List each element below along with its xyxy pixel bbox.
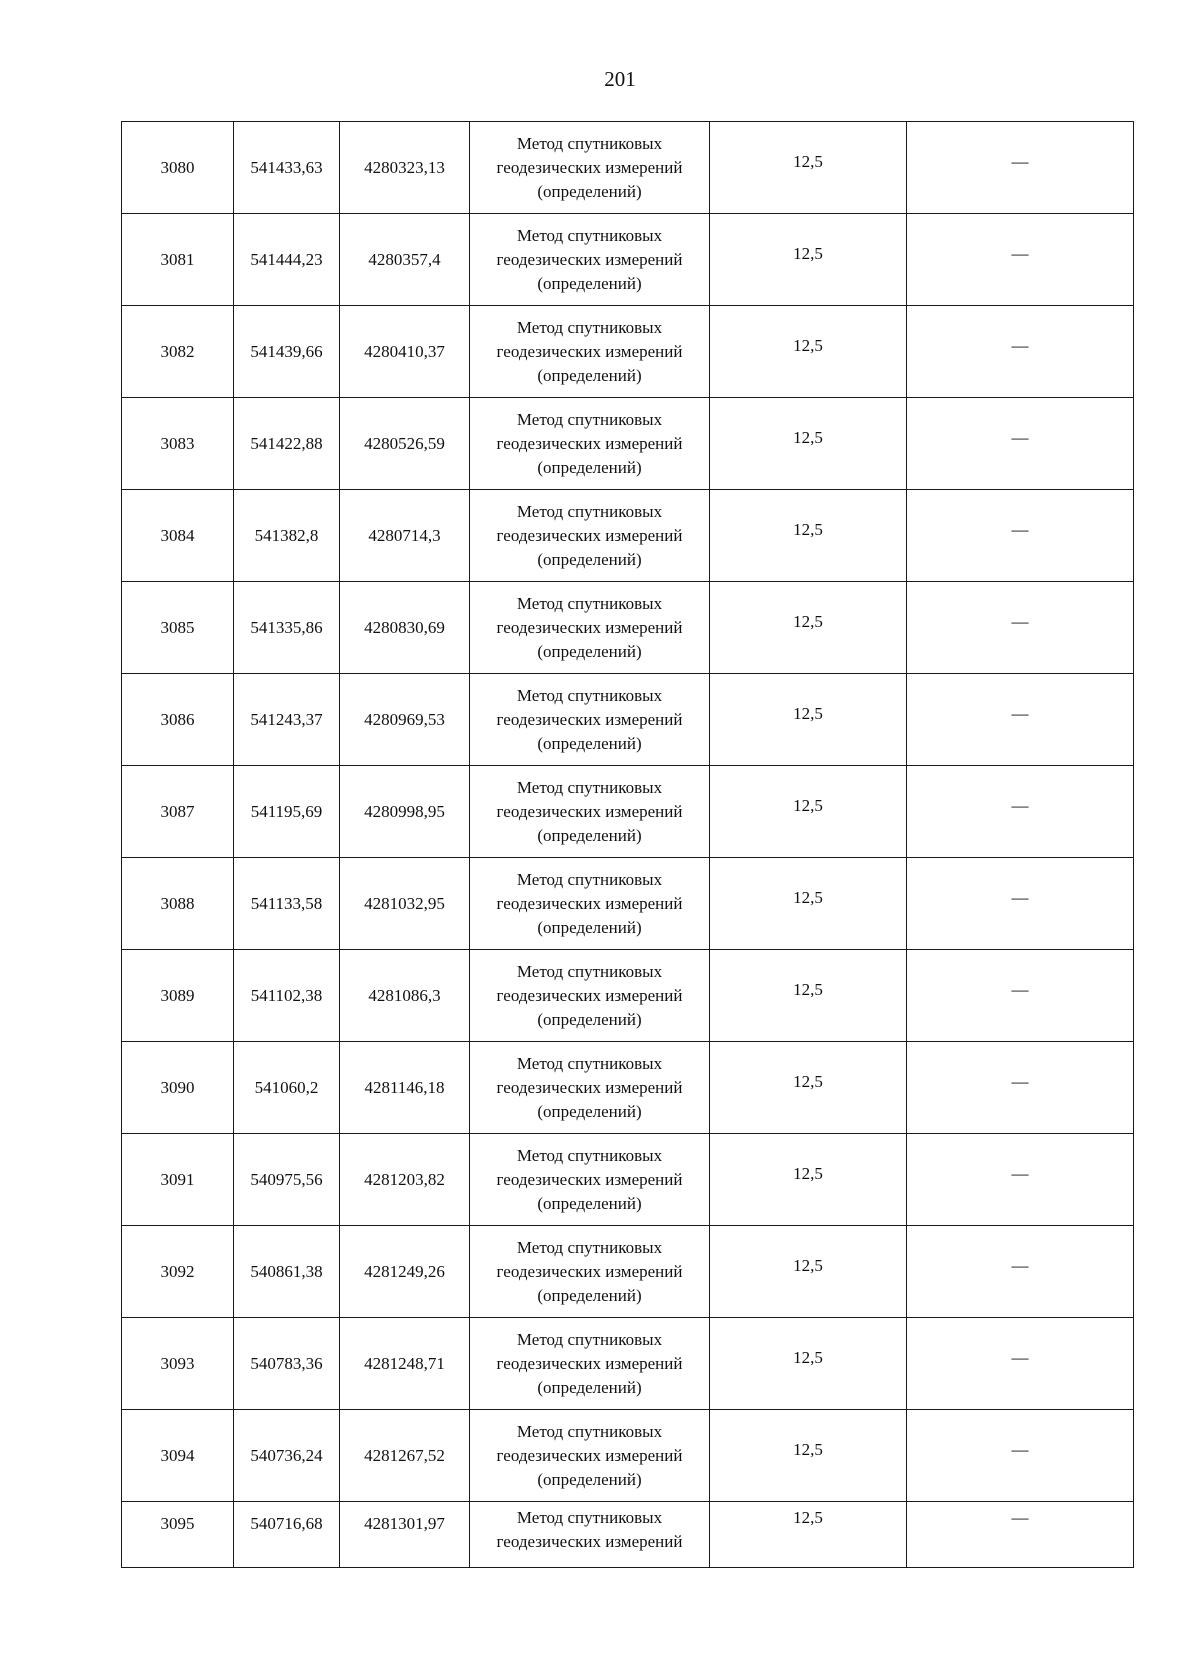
method-line: геодезических измерений (496, 617, 683, 637)
method-line: геодезических измерений (496, 1261, 683, 1281)
method-line: (определений) (537, 917, 642, 937)
method-line: (определений) (537, 365, 642, 385)
precision-value: 12,5 (793, 243, 823, 263)
dash-mark: — (1011, 427, 1029, 447)
note-cell (907, 1502, 1134, 1568)
precision-cell (710, 398, 907, 490)
note-cell (907, 490, 1134, 582)
method-line: геодезических измерений (496, 249, 683, 269)
method-line: геодезических измерений (496, 709, 683, 729)
table-row (122, 1134, 1134, 1226)
x-coordinate-cell: 541433,63 (234, 122, 340, 214)
dash-mark: — (1011, 1508, 1029, 1527)
method-cell (470, 1226, 710, 1318)
y-coordinate-cell: 4281032,95 (340, 858, 470, 950)
point-number-cell: 3085 (122, 582, 234, 674)
dash-mark: — (1011, 1255, 1029, 1275)
x-coordinate-cell: 541335,86 (234, 582, 340, 674)
method-line: Метод спутниковых (516, 869, 663, 889)
point-number-cell: 3091 (122, 1134, 234, 1226)
precision-value: 12,5 (793, 1071, 823, 1091)
note-cell (907, 1226, 1134, 1318)
dash-mark: — (1011, 243, 1029, 263)
method-line: (определений) (537, 1193, 642, 1213)
method-line: Метод спутниковых (516, 225, 663, 245)
page-number: 201 (604, 67, 636, 91)
table-row (122, 1226, 1134, 1318)
point-number-cell: 3092 (122, 1226, 234, 1318)
y-coordinate-cell: 4281146,18 (340, 1042, 470, 1134)
precision-cell (710, 122, 907, 214)
method-cell (470, 858, 710, 950)
table-row (122, 1410, 1134, 1502)
method-line: геодезических измерений (496, 1077, 683, 1097)
x-coordinate-cell: 540783,36 (234, 1318, 340, 1410)
y-coordinate-cell: 4281248,71 (340, 1318, 470, 1410)
precision-value: 12,5 (793, 979, 823, 999)
method-cell (470, 1134, 710, 1226)
point-number-cell: 3082 (122, 306, 234, 398)
precision-cell (710, 858, 907, 950)
note-cell (907, 122, 1134, 214)
y-coordinate-cell: 4281249,26 (340, 1226, 470, 1318)
note-cell (907, 1042, 1134, 1134)
y-coordinate-cell: 4280998,95 (340, 766, 470, 858)
y-coordinate-cell: 4281301,97 (340, 1502, 470, 1568)
method-cell (470, 214, 710, 306)
method-cell (470, 582, 710, 674)
y-coordinate-cell: 4281267,52 (340, 1410, 470, 1502)
method-line: геодезических измерений (496, 985, 683, 1005)
method-line: (определений) (537, 825, 642, 845)
table-row (122, 582, 1134, 674)
y-coordinate-cell: 4281203,82 (340, 1134, 470, 1226)
precision-value: 12,5 (793, 611, 823, 631)
x-coordinate-cell: 541243,37 (234, 674, 340, 766)
method-cell (470, 1410, 710, 1502)
method-cell (470, 122, 710, 214)
point-number-cell: 3081 (122, 214, 234, 306)
method-line: геодезических измерений (496, 341, 683, 361)
method-line: геодезических измерений (496, 433, 683, 453)
method-line: Метод спутниковых (516, 317, 663, 337)
point-number-cell: 3080 (122, 122, 234, 214)
note-cell (907, 1318, 1134, 1410)
x-coordinate-cell: 541060,2 (234, 1042, 340, 1134)
table-row (122, 490, 1134, 582)
point-number-cell: 3089 (122, 950, 234, 1042)
method-line: Метод спутниковых (516, 961, 663, 981)
method-line: геодезических измерений (496, 1532, 683, 1551)
method-line: Метод спутниковых (516, 777, 663, 797)
dash-mark: — (1011, 887, 1029, 907)
table-row (122, 858, 1134, 950)
method-line: (определений) (537, 733, 642, 753)
method-line: (определений) (537, 273, 642, 293)
point-number-cell: 3090 (122, 1042, 234, 1134)
method-line: Метод спутниковых (516, 1508, 663, 1527)
method-line: (определений) (537, 549, 642, 569)
note-cell (907, 766, 1134, 858)
method-line: Метод спутниковых (516, 1145, 663, 1165)
precision-cell (710, 950, 907, 1042)
coordinates-table (121, 121, 1134, 1568)
precision-cell (710, 1226, 907, 1318)
precision-value: 12,5 (793, 151, 823, 171)
dash-mark: — (1011, 1347, 1029, 1367)
method-line: геодезических измерений (496, 157, 683, 177)
dash-mark: — (1011, 1439, 1029, 1459)
note-cell (907, 858, 1134, 950)
method-line: геодезических измерений (496, 1169, 683, 1189)
method-line: (определений) (537, 1285, 642, 1305)
table-row (122, 122, 1134, 214)
precision-value: 12,5 (793, 519, 823, 539)
point-number-cell: 3083 (122, 398, 234, 490)
precision-cell (710, 766, 907, 858)
precision-value: 12,5 (793, 795, 823, 815)
method-cell (470, 1502, 710, 1568)
precision-cell (710, 306, 907, 398)
method-line: геодезических измерений (496, 1445, 683, 1465)
precision-cell (710, 1410, 907, 1502)
method-cell (470, 950, 710, 1042)
precision-value: 12,5 (793, 887, 823, 907)
method-line: (определений) (537, 181, 642, 201)
method-line: Метод спутниковых (516, 593, 663, 613)
precision-cell (710, 214, 907, 306)
point-number-cell: 3093 (122, 1318, 234, 1410)
x-coordinate-cell: 541422,88 (234, 398, 340, 490)
table-row (122, 674, 1134, 766)
y-coordinate-cell: 4280969,53 (340, 674, 470, 766)
table-row (122, 766, 1134, 858)
dash-mark: — (1011, 519, 1029, 539)
precision-cell (710, 1042, 907, 1134)
y-coordinate-cell: 4280357,4 (340, 214, 470, 306)
point-number-cell: 3095 (122, 1502, 234, 1568)
table-row (122, 1502, 1134, 1568)
x-coordinate-cell: 540716,68 (234, 1502, 340, 1568)
method-line: геодезических измерений (496, 1353, 683, 1373)
x-coordinate-cell: 540861,38 (234, 1226, 340, 1318)
method-line: (определений) (537, 1009, 642, 1029)
method-cell (470, 1042, 710, 1134)
dash-mark: — (1011, 1071, 1029, 1091)
note-cell (907, 214, 1134, 306)
precision-cell (710, 674, 907, 766)
point-number-cell: 3086 (122, 674, 234, 766)
x-coordinate-cell: 541102,38 (234, 950, 340, 1042)
precision-value: 12,5 (793, 1255, 823, 1275)
y-coordinate-cell: 4280526,59 (340, 398, 470, 490)
method-line: геодезических измерений (496, 893, 683, 913)
method-line: (определений) (537, 457, 642, 477)
method-cell (470, 398, 710, 490)
point-number-cell: 3084 (122, 490, 234, 582)
method-line: геодезических измерений (496, 525, 683, 545)
precision-cell (710, 1318, 907, 1410)
x-coordinate-cell: 541133,58 (234, 858, 340, 950)
table-row (122, 306, 1134, 398)
precision-value: 12,5 (793, 703, 823, 723)
coordinates-table-body (122, 122, 1134, 1568)
precision-value: 12,5 (793, 1347, 823, 1367)
dash-mark: — (1011, 703, 1029, 723)
x-coordinate-cell: 541382,8 (234, 490, 340, 582)
note-cell (907, 1134, 1134, 1226)
precision-value: 12,5 (793, 1163, 823, 1183)
y-coordinate-cell: 4280323,13 (340, 122, 470, 214)
method-line: (определений) (537, 1469, 642, 1489)
precision-value: 12,5 (793, 1508, 823, 1527)
method-cell (470, 674, 710, 766)
method-cell (470, 490, 710, 582)
table-row (122, 1042, 1134, 1134)
point-number-cell: 3087 (122, 766, 234, 858)
y-coordinate-cell: 4281086,3 (340, 950, 470, 1042)
method-line: геодезических измерений (496, 801, 683, 821)
point-number-cell: 3088 (122, 858, 234, 950)
note-cell (907, 674, 1134, 766)
precision-cell (710, 1502, 907, 1568)
dash-mark: — (1011, 335, 1029, 355)
method-line: Метод спутниковых (516, 1053, 663, 1073)
precision-cell (710, 1134, 907, 1226)
precision-value: 12,5 (793, 427, 823, 447)
method-line: Метод спутниковых (516, 1329, 663, 1349)
note-cell (907, 306, 1134, 398)
x-coordinate-cell: 540736,24 (234, 1410, 340, 1502)
table-row (122, 398, 1134, 490)
point-number-cell: 3094 (122, 1410, 234, 1502)
note-cell (907, 950, 1134, 1042)
dash-mark: — (1011, 151, 1029, 171)
dash-mark: — (1011, 1163, 1029, 1183)
method-cell (470, 766, 710, 858)
method-line: Метод спутниковых (516, 409, 663, 429)
precision-cell (710, 490, 907, 582)
method-cell (470, 306, 710, 398)
y-coordinate-cell: 4280410,37 (340, 306, 470, 398)
note-cell (907, 1410, 1134, 1502)
method-cell (470, 1318, 710, 1410)
dash-mark: — (1011, 979, 1029, 999)
method-line: Метод спутниковых (516, 133, 663, 153)
precision-value: 12,5 (793, 335, 823, 355)
table-row (122, 950, 1134, 1042)
note-cell (907, 582, 1134, 674)
method-line: (определений) (537, 641, 642, 661)
method-line: (определений) (537, 1377, 642, 1397)
precision-cell (710, 582, 907, 674)
note-cell (907, 398, 1134, 490)
dash-mark: — (1011, 611, 1029, 631)
table-row (122, 1318, 1134, 1410)
y-coordinate-cell: 4280714,3 (340, 490, 470, 582)
precision-value: 12,5 (793, 1439, 823, 1459)
x-coordinate-cell: 541195,69 (234, 766, 340, 858)
dash-mark: — (1011, 795, 1029, 815)
method-line: Метод спутниковых (516, 685, 663, 705)
y-coordinate-cell: 4280830,69 (340, 582, 470, 674)
method-line: Метод спутниковых (516, 1421, 663, 1441)
x-coordinate-cell: 541439,66 (234, 306, 340, 398)
x-coordinate-cell: 540975,56 (234, 1134, 340, 1226)
x-coordinate-cell: 541444,23 (234, 214, 340, 306)
method-line: Метод спутниковых (516, 501, 663, 521)
method-line: Метод спутниковых (516, 1237, 663, 1257)
method-line: (определений) (537, 1101, 642, 1121)
table-row (122, 214, 1134, 306)
